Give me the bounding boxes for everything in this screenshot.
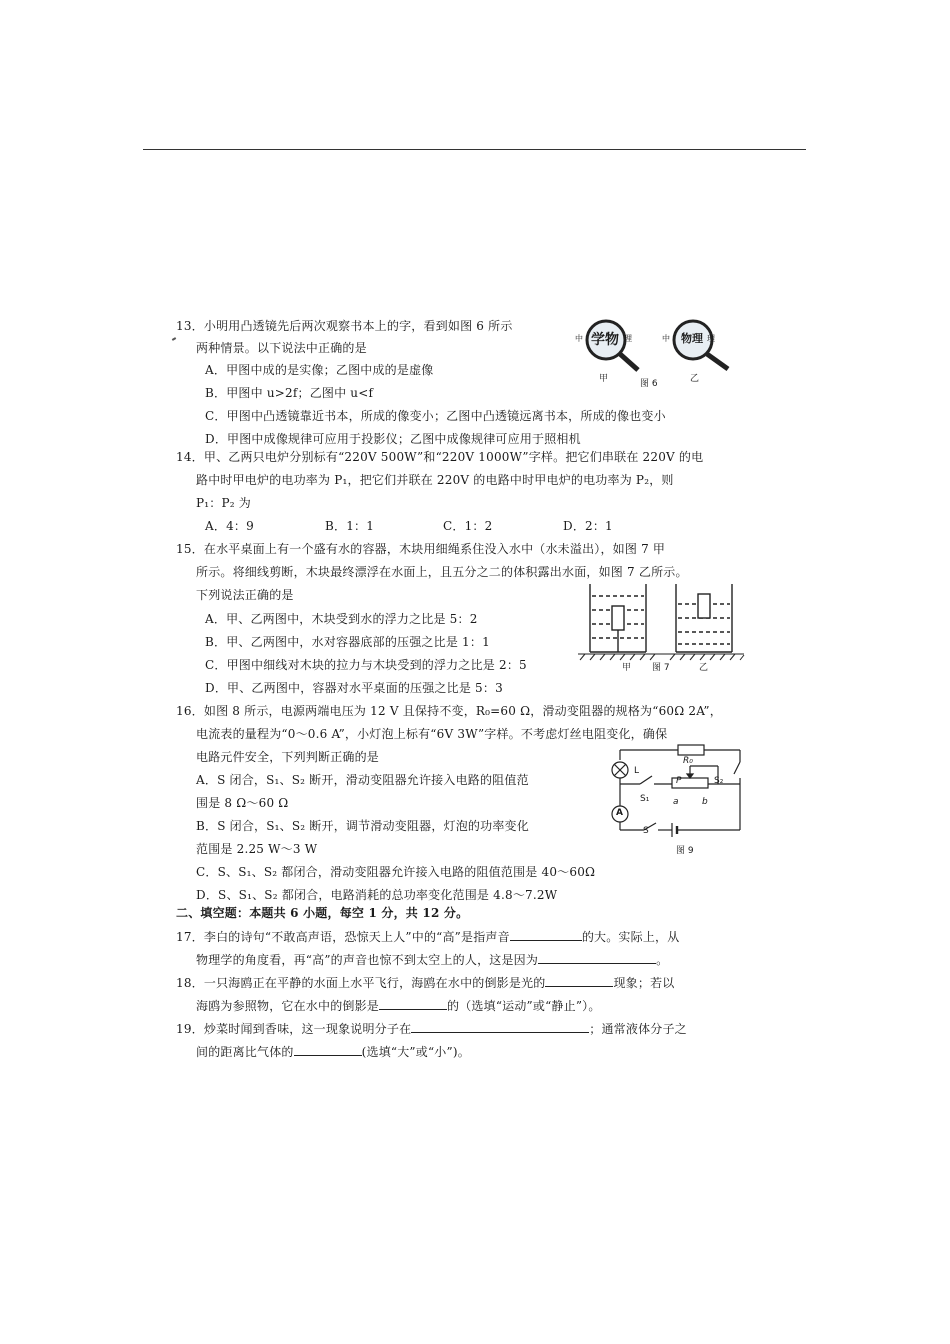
q19-line2-text-a: 间的距离比气体的 (196, 1045, 294, 1059)
q14-option-a: A．4：9 (205, 519, 254, 533)
fig7-left-label: 甲 (622, 663, 632, 673)
q14-option-b: B．1：1 (325, 519, 375, 533)
circuit-label-s2: S₂ (714, 776, 724, 786)
fig6-left-label: 甲 (599, 374, 609, 384)
q17-blank-1[interactable] (510, 929, 582, 941)
q15-option-c: C．甲图中细线对木块的拉力与木块受到的浮力之比是 2：5 (205, 658, 527, 672)
q17-line1-text-b: 的大。实际上，从 (581, 930, 680, 944)
q19-line1-text-a: 19．炒菜时闻到香味，这一现象说明分子在 (176, 1022, 412, 1036)
q17-line2-text-a: 物理学的角度看，再“高”的声音也惊不到太空上的人，这是因为 (196, 953, 539, 967)
fig6-left-small-right: 理 (624, 334, 632, 343)
fig6-right-label: 乙 (690, 374, 700, 384)
q17-line2-text-b: 。 (656, 953, 669, 967)
q15-option-b: B．甲、乙两图中，水对容器底部的压强之比是 1：1 (205, 635, 490, 649)
q17-line1-text-a: 17．李白的诗句“不敢高声语，恐惊天上人”中的“高”是指声音 (176, 930, 510, 944)
q18-blank-1[interactable] (545, 975, 613, 987)
q13-option-c: C．甲图中凸透镜靠近书本，所成的像变小；乙图中凸透镜远离书本，所成的像也变小 (205, 409, 666, 423)
q18-line1 (176, 975, 675, 991)
q18-line2-text-b: 的（选填“运动”或“静止”）。 (447, 999, 601, 1013)
q14-stem-line3: P₁：P₂ 为 (196, 496, 251, 510)
q16-option-c: C．S、S₁、S₂ 都闭合，滑动变阻器允许接入电路的阻值范围是 40～60Ω (196, 865, 596, 879)
q19-blank-1[interactable] (411, 1021, 589, 1033)
q18-line1-text-a: 18．一只海鸥正在平静的水面上水平飞行，海鸥在水中的倒影是光的 (176, 976, 546, 990)
circuit-label-lamp: L (634, 766, 640, 776)
q14-stem-line1: 14．甲、乙两只电炉分别标有“220V 500W”和“220V 1000W”字样。把它们串联在 220V 的电 (176, 450, 704, 464)
fig6-left-magnified-text: 学物 (591, 332, 619, 348)
q13-option-d: D．甲图中成像规律可应用于投影仪；乙图中成像规律可应用于照相机 (205, 432, 581, 446)
q19-blank-2[interactable] (294, 1044, 362, 1056)
q19-line2-text-b: (选填“大”或“小”)。 (361, 1045, 470, 1059)
q15-stem-line1: 15．在水平桌面上有一个盛有水的容器，木块用细绳系住没入水中（水未溢出），如图 7 甲 (176, 542, 666, 556)
fig6-left-small-left: 中 (575, 334, 583, 343)
q19-line1-text-b: ；通常液体分子之 (589, 1022, 687, 1036)
q16-option-a-line2: 围是 8 Ω～60 Ω (196, 796, 289, 810)
q16-stem-line2: 电流表的量程为“0～0.6 A”，小灯泡上标有“6V 3W”字样。不考虑灯丝电阻变化，确保 (196, 727, 668, 741)
circuit-caption: 图 9 (676, 846, 694, 856)
q14-option-d: D．2：1 (563, 519, 613, 533)
q13-stem-line1: 13．小明用凸透镜先后两次观察书本上的字，看到如图 6 所示 (176, 319, 513, 333)
q19-line2 (196, 1044, 470, 1060)
q13-option-b: B．甲图中 u>2f；乙图中 u<f (205, 386, 374, 400)
circuit-label-s: S (643, 826, 649, 836)
header-rule (143, 149, 806, 150)
container-yi (676, 584, 732, 652)
section-2-heading: 二、填空题：本题共 6 小题，每空 1 分，共 12 分。 (176, 906, 469, 920)
q19-line1 (176, 1021, 687, 1037)
fig6-right-small-left: 中 (662, 334, 670, 343)
fig7-right-label: 乙 (699, 663, 709, 673)
fig6-right-magnified-text: 物理 (681, 332, 703, 345)
q15-stem-line3: 下列说法正确的是 (196, 588, 294, 602)
container-jia (590, 584, 646, 652)
circuit-label-a: a (673, 797, 679, 807)
switch-s1 (640, 776, 652, 784)
q14-option-c: C．1：2 (443, 519, 493, 533)
q13-option-a: A．甲图中成的是实像；乙图中成的是虚像 (205, 363, 434, 377)
q15-option-d: D．甲、乙两图中，容器对水平桌面的压强之比是 5：3 (205, 681, 503, 695)
q16-option-b-line2: 范围是 2.25 W～3 W (196, 842, 318, 856)
scan-mark (172, 337, 176, 341)
switch-s2 (734, 762, 740, 774)
circuit-label-p: P (676, 776, 682, 786)
q15-option-a: A．甲、乙两图中，木块受到水的浮力之比是 5：2 (205, 612, 478, 626)
fig6-caption: 图 6 (640, 379, 658, 389)
circuit-label-b: b (702, 797, 708, 807)
circuit-label-r0: R₀ (683, 756, 693, 766)
q16-stem-line1: 16．如图 8 所示，电源两端电压为 12 V 且保持不变，R₀=60 Ω，滑动变阻器的规格为“60Ω 2A”， (176, 704, 722, 718)
q16-option-a-line1: A．S 闭合，S₁、S₂ 断开，滑动变阻器允许接入电路的阻值范 (196, 773, 529, 787)
q18-line2-text-a: 海鸥为参照物，它在水中的倒影是 (196, 999, 380, 1013)
fig7-caption: 图 7 (652, 663, 670, 673)
figure-7-containers (576, 580, 746, 662)
q17-line1 (176, 929, 679, 945)
q16-option-b-line1: B．S 闭合，S₁、S₂ 断开，调节滑动变阻器，灯泡的功率变化 (196, 819, 529, 833)
q16-stem-line3: 电路元件安全，下列判断正确的是 (196, 750, 380, 764)
q15-stem-line2: 所示。将细线剪断，木块最终漂浮在水面上，且五分之二的体积露出水面，如图 7 乙所示。 (196, 565, 688, 579)
q18-blank-2[interactable] (379, 998, 447, 1010)
circuit-label-s1: S₁ (640, 794, 650, 804)
q18-line2 (196, 998, 601, 1014)
q14-stem-line2: 路中时甲电炉的电功率为 P₁，把它们并联在 220V 的电路中时甲电炉的电功率为 P₂，则 (196, 473, 674, 487)
circuit-label-ammeter: A (616, 808, 623, 818)
q17-line2 (196, 952, 668, 968)
q17-blank-2[interactable] (538, 952, 656, 964)
q18-line1-text-b: 现象；若以 (613, 976, 675, 990)
figure-circuit (606, 744, 752, 840)
q13-stem-line2: 两种情景。以下说法中正确的是 (196, 341, 367, 355)
fig6-right-small-right: 理 (707, 334, 715, 343)
q16-option-d: D．S、S₁、S₂ 都闭合，电路消耗的总功率变化范围是 4.8～7.2W (196, 888, 558, 902)
resistor-r0 (678, 745, 704, 755)
